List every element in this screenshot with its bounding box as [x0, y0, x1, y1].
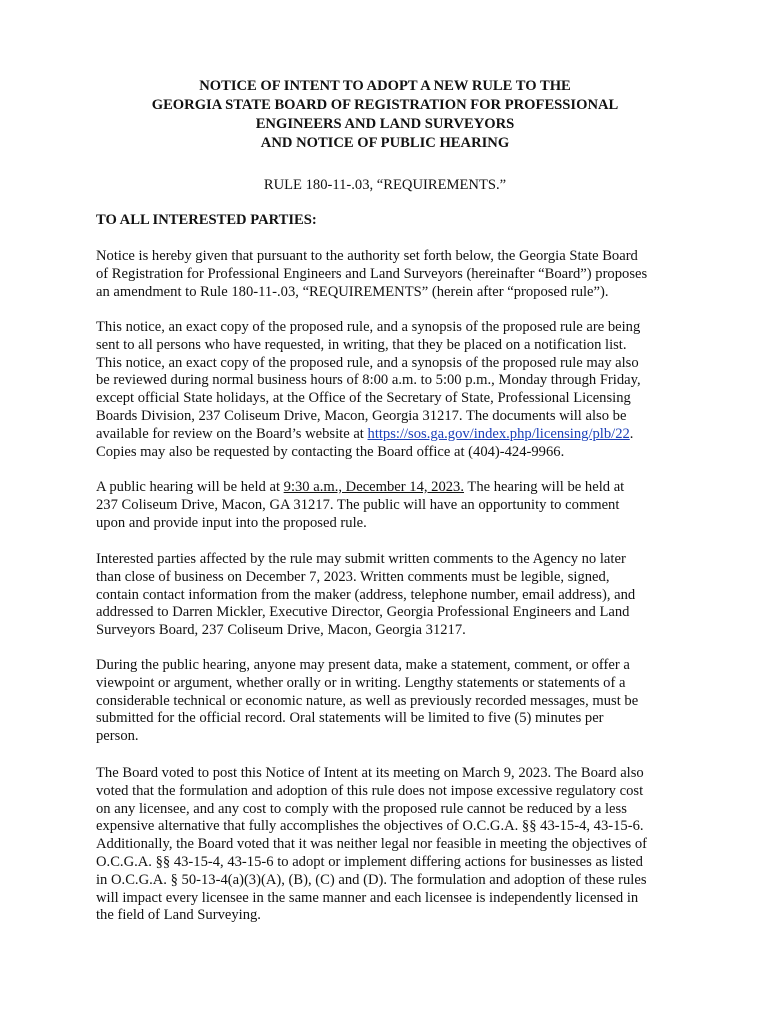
text-line: During the public hearing, anyone may present data, make a statement, comment, or offer a	[96, 657, 630, 673]
title-line: GEORGIA STATE BOARD OF REGISTRATION FOR PROFESSIONAL	[151, 97, 619, 113]
paragraph-copies	[96, 319, 696, 461]
text-line: Additionally, the Board voted that it was neither legal nor feasible in meeting the objectives of	[96, 836, 648, 853]
text-line: expensive alternative that fully accomplishes the objectives of O.C.G.A. §§ 43-15-4, 43-15-6.	[96, 818, 644, 835]
text-fragment: available for review on the Board’s website at	[96, 425, 368, 442]
text-line: viewpoint or argument, whether orally or in writing. Lengthy statements or statements of a	[96, 674, 626, 691]
notice-title	[60, 77, 710, 153]
text-line: of Registration for Professional Engineers and Land Surveyors (hereinafter “Board”) proposes	[96, 265, 648, 282]
text-line: on any licensee, and any cost to comply with the proposed rule cannot be reduced by a less	[96, 800, 627, 817]
text-line: Surveyors Board, 237 Coliseum Drive, Macon, Georgia 31217.	[96, 622, 466, 639]
text-line: Interested parties affected by the rule may submit written comments to the Agency no later	[96, 551, 626, 567]
text-line: except official State holidays, at the Office of the Secretary of State, Professional Licensing	[96, 390, 631, 407]
text-line: upon and provide input into the proposed rule.	[96, 514, 367, 531]
text-line: will impact every licensee in the same manner and each licensee is independently licensed in	[96, 889, 639, 906]
hearing-datetime: 9:30 a.m., December 14, 2023.	[283, 479, 465, 495]
text-line: person.	[96, 728, 139, 745]
paragraph-notice	[96, 248, 696, 301]
text-line: in O.C.G.A. § 50-13-4(a)(3)(A), (B), (C) and (D). The formulation and adoption of these rules	[96, 871, 647, 888]
text-line: submitted for the official record. Oral statements will be limited to five (5) minutes per	[96, 710, 604, 727]
paragraph-comments	[96, 551, 696, 640]
text-line: This notice, an exact copy of the proposed rule, and a synopsis of the proposed rule are being	[96, 319, 641, 335]
rule-heading: RULE 180-11-.03, “REQUIREMENTS.”	[263, 177, 507, 193]
text-line: be reviewed during normal business hours of 8:00 a.m. to 5:00 p.m., Monday through Friday,	[96, 372, 641, 389]
text-line: the field of Land Surveying.	[96, 907, 261, 924]
text-line: This notice, an exact copy of the proposed rule, and a synopsis of the proposed rule may also	[96, 354, 639, 371]
salutation: TO ALL INTERESTED PARTIES:	[96, 212, 317, 228]
text-fragment: The hearing will be held at	[464, 479, 625, 495]
text-line: than close of business on December 7, 2023. Written comments must be legible, signed,	[96, 568, 610, 585]
text-line	[96, 479, 696, 497]
text-fragment: A public hearing will be held at	[96, 479, 284, 495]
paragraph-hearing	[96, 479, 696, 532]
board-website-link[interactable]: https://sos.ga.gov/index.php/licensing/plb/22	[367, 425, 630, 442]
text-line: addressed to Darren Mickler, Executive Director, Georgia Professional Engineers and Land	[96, 604, 630, 621]
text-line: an amendment to Rule 180-11-.03, “REQUIREMENTS” (herein after “proposed rule”).	[96, 283, 609, 300]
paragraph-board-vote	[96, 765, 696, 925]
title-line: NOTICE OF INTENT TO ADOPT A NEW RULE TO THE	[199, 78, 571, 94]
text-fragment: .	[629, 425, 634, 442]
text-line: sent to all persons who have requested, in writing, that they be placed on a notification list.	[96, 336, 627, 353]
text-line: Copies may also be requested by contacting the Board office at (404)-424-9966.	[96, 443, 565, 460]
text-line: Boards Division, 237 Coliseum Drive, Macon, Georgia 31217. The documents will also be	[96, 407, 627, 424]
title-line: AND NOTICE OF PUBLIC HEARING	[260, 135, 510, 151]
text-line	[96, 426, 696, 444]
text-line: O.C.G.A. §§ 43-15-4, 43-15-6 to adopt or implement differing actions for businesses as listed	[96, 853, 643, 870]
paragraph-statements	[96, 657, 696, 746]
title-line: ENGINEERS AND LAND SURVEYORS	[255, 116, 515, 132]
text-line: considerable technical or economic nature, as well as previously recorded messages, must be	[96, 692, 639, 709]
text-line: The Board voted to post this Notice of Intent at its meeting on March 9, 2023. The Board also	[96, 765, 644, 781]
text-line: voted that the formulation and adoption of this rule does not impose excessive regulatory cost	[96, 782, 644, 799]
text-line: Notice is hereby given that pursuant to the authority set forth below, the Georgia State Board	[96, 248, 638, 264]
text-line: contain contact information from the maker (address, telephone number, email address), and	[96, 586, 636, 603]
text-line: 237 Coliseum Drive, Macon, GA 31217. The public will have an opportunity to comment	[96, 496, 620, 513]
